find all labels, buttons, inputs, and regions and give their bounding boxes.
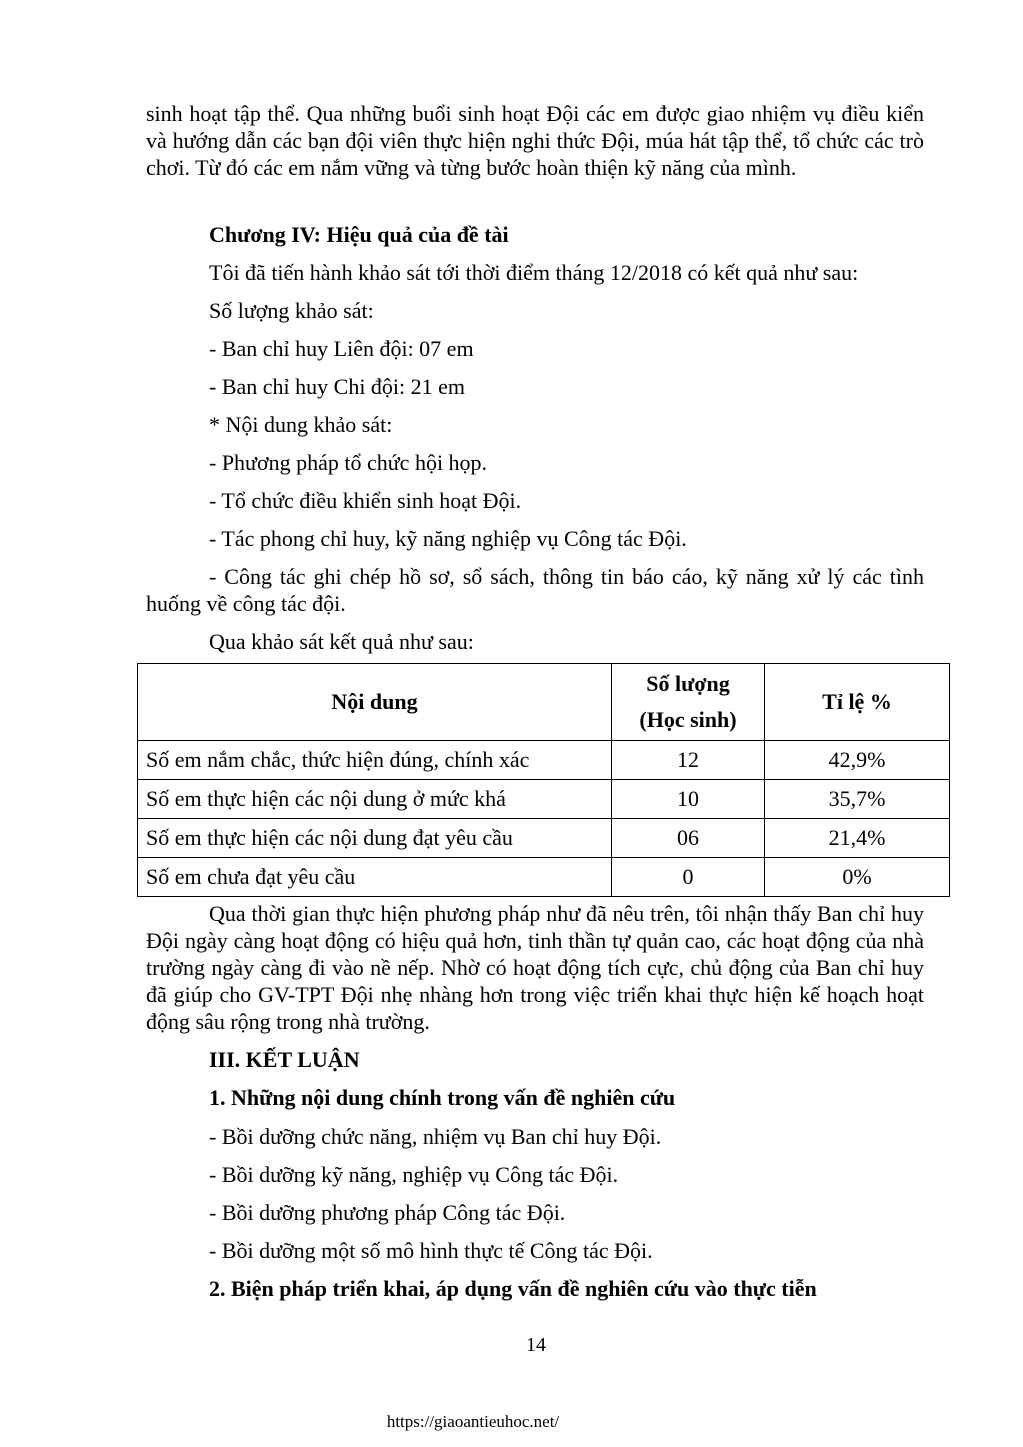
section-heading: III. KẾT LUẬN [209,1047,360,1072]
survey-item-1: - Phương pháp tổ chức hội họp. [209,450,488,475]
intro-paragraph: sinh hoạt tập thể. Qua những buổi sinh hoạt Đội các em được giao nhiệm vụ điều kiển và hướng dẫn các bạn đội viên thực hiện nghi thức Đội, múa hát tập thể, tổ chức các trò chơi. Từ đó các em nắm vững và từng bước hoàn thiện kỹ năng của mình. [146,101,924,180]
row-count: 06 [612,819,765,858]
main-item-2: - Bồi dưỡng kỹ năng, nghiệp vụ Công tác Đội. [209,1162,619,1187]
page-number: 14 [526,1334,546,1356]
table-row [138,819,950,858]
survey-item-4: - Công tác ghi chép hồ sơ, sổ sách, thông tin báo cáo, kỹ năng xử lý các tình huống về công tác đội. [146,564,924,616]
survey-group-1: - Ban chỉ huy Liên đội: 07 em [209,336,474,361]
survey-group-2: - Ban chỉ huy Chi đội: 21 em [209,374,466,399]
row-content: Số em chưa đạt yêu cầu [138,858,612,897]
table-row [138,780,950,819]
conclusion-paragraph: Qua thời gian thực hiện phương pháp như đã nêu trên, tôi nhận thấy Ban chỉ huy Đội ngày càng hoạt động có hiệu quả hơn, tinh thần tự quản cao, các hoạt động của nhà trường ngày càng đi vào nề nếp. Nhờ có hoạt động tích cực, chủ động của Ban chỉ huy đã giúp cho GV-TPT Đội nhẹ nhàng hơn trong việc triển khai thực hiện kế hoạch hoạt động sâu rộng trong nhà trường. [146,901,924,1034]
table-header-row [138,664,950,741]
results-table [137,663,950,897]
header-count-line2: (Học sinh) [639,707,737,732]
table-row [138,858,950,897]
row-rate: 21,4% [765,819,950,858]
row-count: 0 [612,858,765,897]
survey-item-3: - Tác phong chỉ huy, kỹ năng nghiệp vụ Công tác Đội. [209,526,687,551]
header-rate: Tỉ lệ % [765,664,950,741]
survey-content-label: * Nội dung khảo sát: [209,412,393,437]
table-row [138,741,950,780]
survey-count-label: Số lượng khảo sát: [209,298,374,323]
row-rate: 42,9% [765,741,950,780]
header-content: Nội dung [138,664,612,741]
row-rate: 0% [765,858,950,897]
header-count-line1: Số lượng [646,671,730,696]
survey-intro: Tôi đã tiến hành khảo sát tới thời điểm tháng 12/2018 có kết quả như sau: [209,260,859,285]
main-item-3: - Bồi dưỡng phương pháp Công tác Đội. [209,1200,566,1225]
header-count [612,664,765,741]
subsection-1-heading: 1. Những nội dung chính trong vấn đề nghiên cứu [209,1085,676,1110]
row-count: 12 [612,741,765,780]
row-content: Số em thực hiện các nội dung đạt yêu cầu [138,819,612,858]
subsection-2-heading: 2. Biện pháp triển khai, áp dụng vấn đề nghiên cứu vào thực tiễn [209,1276,817,1301]
footer-url[interactable]: https://giaoantieuhoc.net/ [386,1412,560,1431]
row-rate: 35,7% [765,780,950,819]
results-intro: Qua khảo sát kết quả như sau: [209,629,474,654]
survey-item-2: - Tổ chức điều khiển sinh hoạt Đội. [209,488,522,513]
chapter-heading: Chương IV: Hiệu quả của đề tài [209,222,509,247]
main-item-1: - Bồi dưỡng chức năng, nhiệm vụ Ban chỉ huy Đội. [209,1124,662,1149]
row-content: Số em nắm chắc, thức hiện đúng, chính xác [138,741,612,780]
main-item-4: - Bồi dưỡng một số mô hình thực tế Công tác Đội. [209,1238,653,1263]
row-content: Số em thực hiện các nội dung ở mức khá [138,780,612,819]
row-count: 10 [612,780,765,819]
